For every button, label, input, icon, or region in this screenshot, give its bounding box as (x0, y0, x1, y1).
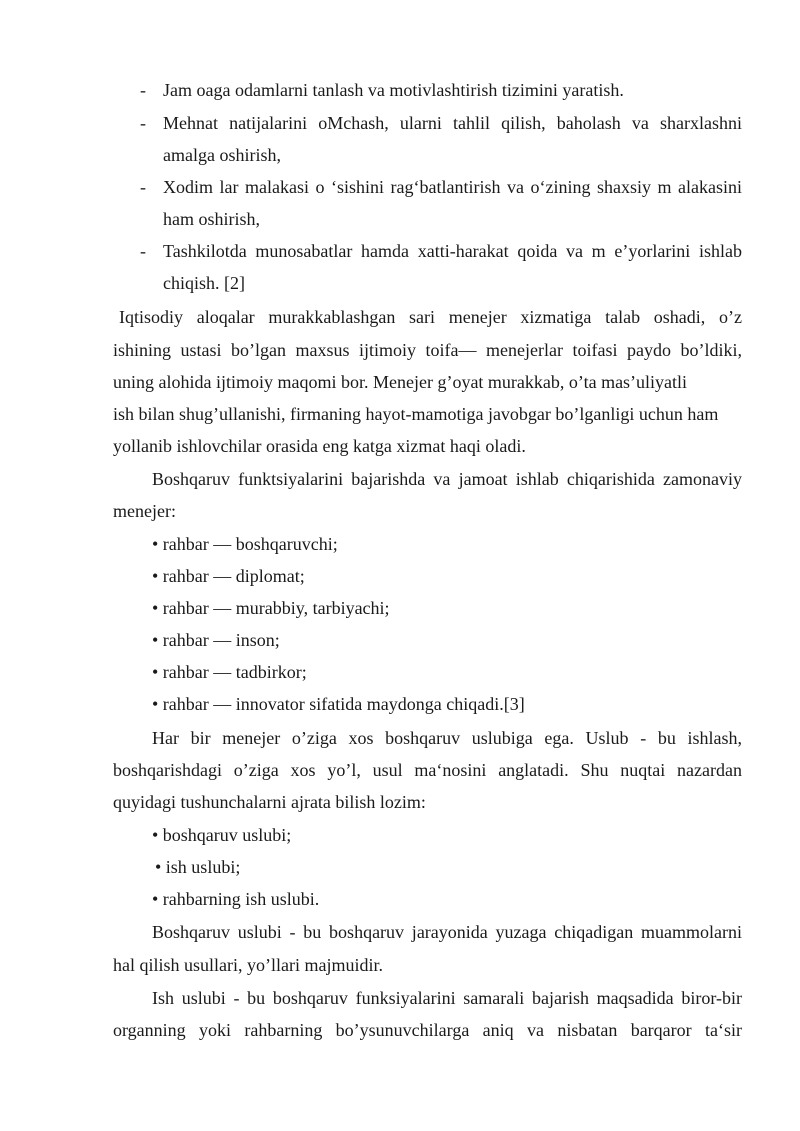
style-item: • rahbarning ish uslubi. (152, 889, 320, 909)
list-item-3-line-1: Xodim lar malakasi o ‘sishini rag‘batlantirish va o‘zining shaxsiy m alakasini (163, 177, 742, 197)
list-item-3-line-2: ham oshirish, (163, 209, 260, 229)
list-item-2-line-2: amalga oshirish, (163, 145, 281, 165)
paragraph-1-line-5: yollanib ishlovchilar orasida eng katga xizmat haqi oladi. (113, 436, 526, 456)
style-item: • ish uslubi; (155, 857, 241, 877)
paragraph-2-line-2: menejer: (113, 501, 176, 521)
list-dash: - (140, 177, 146, 197)
role-item: • rahbar — boshqaruvchi; (152, 534, 338, 554)
role-item: • rahbar — innovator sifatida maydonga chiqadi.[3] (152, 694, 525, 714)
paragraph-1-line-4: ish bilan shug’ullanishi, firmaning hayot-mamotiga javobgar bo’lganligi uchun ham (113, 404, 719, 424)
list-item-4-line-1: Tashkilotda munosabatlar hamda xatti-harakat qoida va m e’yorlarini ishlab (163, 241, 742, 261)
paragraph-4-line-1: Boshqaruv uslubi - bu boshqaruv jarayonida yuzaga chiqadigan muammolarni (152, 922, 742, 942)
paragraph-1-line-2: ishining ustasi bo’lgan maxsus ijtimoiy toifa— menejerlar toifasi paydo bo’ldiki, (113, 340, 742, 360)
paragraph-5-line-2: organning yoki rahbarning bo’ysunuvchilarga aniq va nisbatan barqaror ta‘sir (113, 1020, 742, 1040)
paragraph-3-line-1: Har bir menejer o’ziga xos boshqaruv uslubiga ega. Uslub - bu ishlash, (152, 728, 742, 748)
paragraph-1-line-1: Iqtisodiy aloqalar murakkablashgan sari menejer xizmatiga talab oshadi, o’z (119, 307, 742, 327)
role-item: • rahbar — diplomat; (152, 566, 305, 586)
paragraph-3-line-2: boshqarishdagi o’ziga xos yo’l, usul ma‘nosini anglatadi. Shu nuqtai nazardan (113, 760, 742, 780)
role-item: • rahbar — tadbirkor; (152, 662, 307, 682)
style-item: • boshqaruv uslubi; (152, 825, 292, 845)
list-dash: - (140, 113, 146, 133)
list-item-4-line-2: chiqish. [2] (163, 273, 245, 293)
paragraph-3-line-3: quyidagi tushunchalarni ajrata bilish lozim: (113, 792, 426, 812)
paragraph-1-line-3: uning alohida ijtimoiy maqomi bor. Menejer g’oyat murakkab, o’ta mas’uliyatli (113, 372, 688, 392)
paragraph-2-line-1: Boshqaruv funktsiyalarini bajarishda va jamoat ishlab chiqarishida zamonaviy (152, 469, 742, 489)
role-item: • rahbar — inson; (152, 630, 280, 650)
list-item-1: Jam oaga odamlarni tanlash va motivlashtirish tizimini yaratish. (163, 80, 624, 100)
paragraph-4-line-2: hal qilish usullari, yo’llari majmuidir. (113, 955, 383, 975)
role-item: • rahbar — murabbiy, tarbiyachi; (152, 598, 390, 618)
list-dash: - (140, 80, 146, 100)
paragraph-5-line-1: Ish uslubi - bu boshqaruv funksiyalarini samarali bajarish maqsadida biror-bir (152, 988, 742, 1008)
list-dash: - (140, 241, 146, 261)
list-item-2-line-1: Mehnat natijalarini oMchash, ularni tahlil qilish, baholash va sharxlashni (163, 113, 742, 133)
